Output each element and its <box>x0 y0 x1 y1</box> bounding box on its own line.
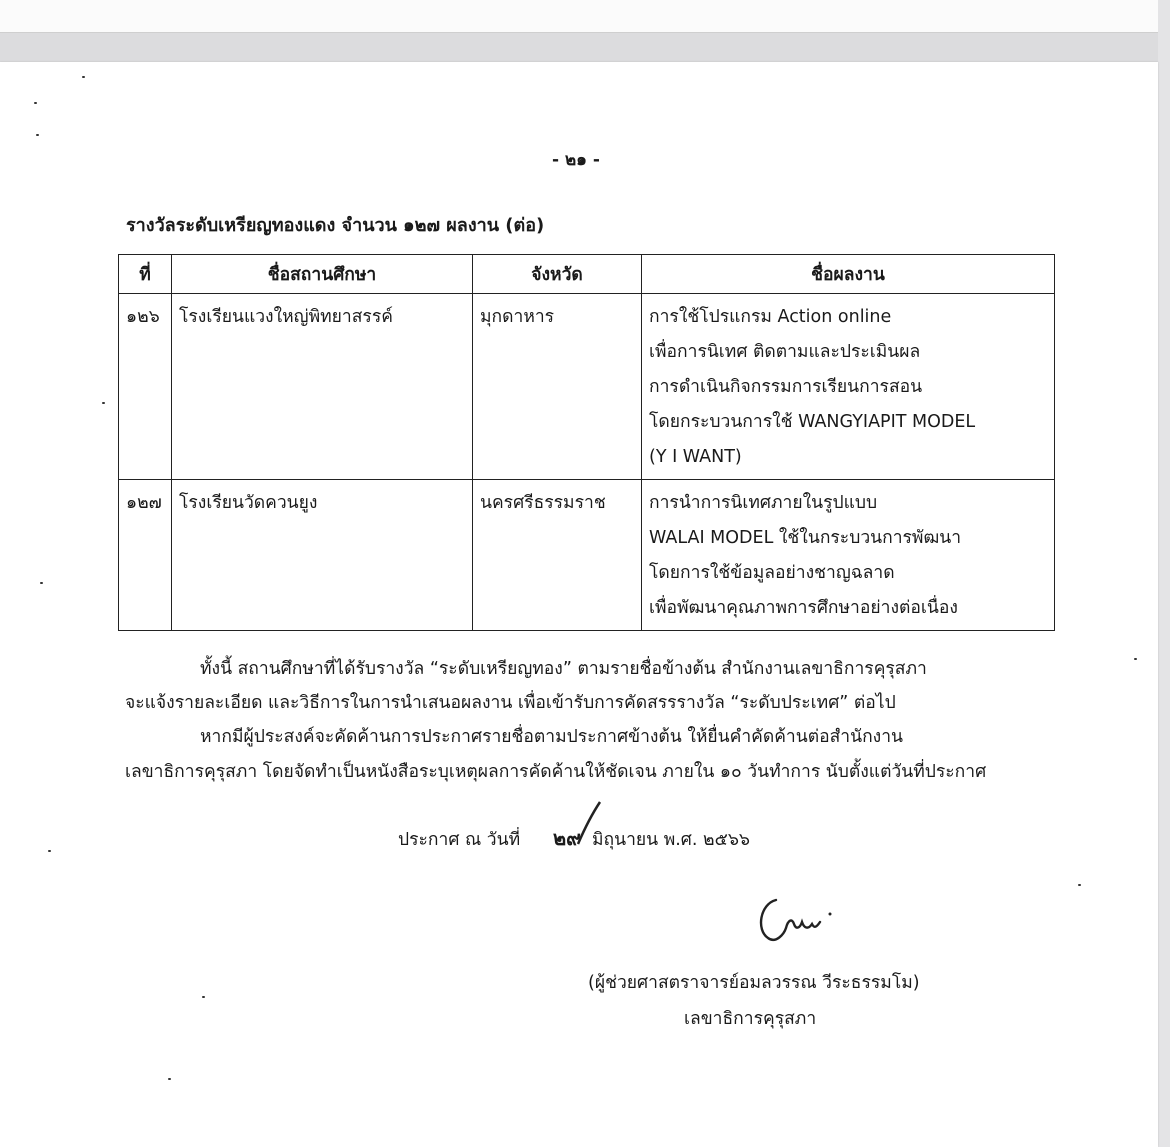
scan-speck <box>40 582 43 584</box>
work-line: (Y I WANT) <box>649 447 742 467</box>
scan-speck <box>34 102 37 104</box>
paragraph-1-line-2: จะแจ้งรายละเอียด และวิธีการในการนำเสนอผลงาน เพื่อเข้ารับการคัดสรรรางวัล “ระดับประเทศ” ต่อไป <box>125 693 896 713</box>
cell-school: โรงเรียนวัดควนยูง <box>172 480 473 631</box>
header-no: ที่ <box>119 255 172 294</box>
scan-speck <box>82 76 85 78</box>
scan-speck <box>48 850 51 852</box>
section-title: รางวัลระดับเหรียญทองแดง จำนวน ๑๒๗ ผลงาน (ต่อ) <box>126 215 545 236</box>
cell-province: นครศรีธรรมราช <box>473 480 642 631</box>
paragraph-2-line-2: เลขาธิการคุรุสภา โดยจัดทำเป็นหนังสือระบุเหตุผลการคัดค้านให้ชัดเจน ภายใน ๑๐ วันทำการ นับตั้งแต่วันที่ประกาศ <box>125 762 987 782</box>
announce-date-suffix: มิถุนายน พ.ศ. ๒๕๖๖ <box>592 830 751 850</box>
scan-speck <box>102 402 105 404</box>
announce-date-prefix: ประกาศ ณ วันที่ <box>398 830 521 850</box>
paragraph-1-line-1: ทั้งนี้ สถานศึกษาที่ได้รับรางวัล “ระดับเหรียญทอง” ตามรายชื่อข้างต้น สำนักงานเลขาธิการคุรุสภา <box>200 659 927 679</box>
header-work: ชื่อผลงาน <box>642 255 1055 294</box>
work-line: การนำการนิเทศภายในรูปแบบ <box>649 493 878 513</box>
cell-work <box>642 480 1055 631</box>
table-header-row <box>119 255 1055 294</box>
cell-no: ๑๒๗ <box>119 480 172 631</box>
header-school: ชื่อสถานศึกษา <box>172 255 473 294</box>
scroll-gutter <box>1158 0 1170 1147</box>
work-line: การดำเนินกิจกรรมการเรียนการสอน <box>649 377 923 397</box>
scan-speck <box>1134 658 1137 660</box>
work-line: WALAI MODEL ใช้ในกระบวนการพัฒนา <box>649 528 962 548</box>
paragraph-2-line-1: หากมีผู้ประสงค์จะคัดค้านการประกาศรายชื่อตามประกาศข้างต้น ให้ยื่นคำคัดค้านต่อสำนักงาน <box>200 727 903 747</box>
work-line: โดยการใช้ข้อมูลอย่างชาญฉลาด <box>649 563 895 583</box>
scan-speck <box>168 1078 171 1080</box>
cell-work <box>642 294 1055 480</box>
work-line: โดยกระบวนการใช้ WANGYIAPIT MODEL <box>649 412 976 432</box>
signer-title: เลขาธิการคุรุสภา <box>684 1009 817 1029</box>
signature-icon <box>754 890 834 950</box>
handwritten-date-mark <box>548 800 608 850</box>
table-row <box>119 480 1055 631</box>
scan-speck <box>1078 884 1081 886</box>
cell-province: มุกดาหาร <box>473 294 642 480</box>
previous-page-edge <box>0 0 1158 33</box>
signer-name: (ผู้ช่วยศาสตราจารย์อมลวรรณ วีระธรรมโม) <box>588 973 920 993</box>
scan-speck <box>202 996 205 998</box>
announce-day: ๒๙ <box>553 826 581 850</box>
header-province: จังหวัด <box>473 255 642 294</box>
page-number: - ๒๑ - <box>552 150 600 170</box>
scan-speck <box>36 134 39 136</box>
work-line: เพื่อการนิเทศ ติดตามและประเมินผล <box>649 342 921 362</box>
awards-table <box>118 254 1055 631</box>
work-line: เพื่อพัฒนาคุณภาพการศึกษาอย่างต่อเนื่อง <box>649 598 958 618</box>
work-line: การใช้โปรแกรม Action online <box>649 307 892 327</box>
table-row <box>119 294 1055 480</box>
cell-school: โรงเรียนแวงใหญ่พิทยาสรรค์ <box>172 294 473 480</box>
document-page <box>0 62 1158 1147</box>
cell-no: ๑๒๖ <box>119 294 172 480</box>
